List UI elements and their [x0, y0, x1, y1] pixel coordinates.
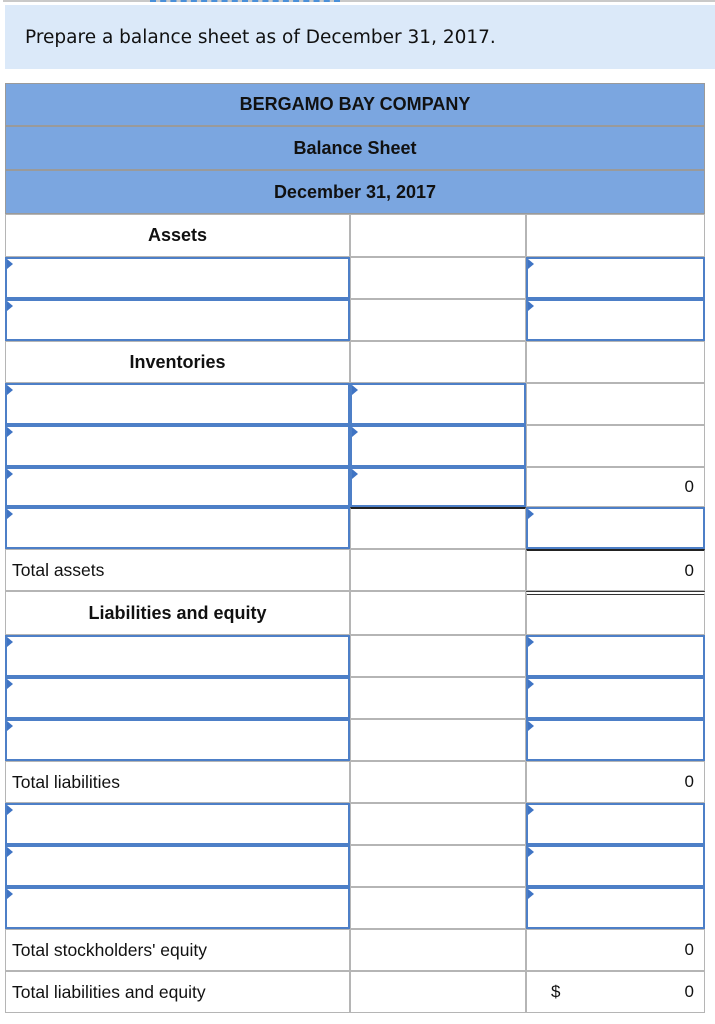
equity-row-1 [5, 803, 705, 845]
inventories-heading: Inventories [5, 341, 350, 383]
empty-cell [526, 425, 705, 467]
assets-heading: Assets [5, 214, 350, 257]
total-liabilities-equity-label: Total liabilities and equity [5, 971, 350, 1013]
statement-date: December 31, 2017 [5, 170, 705, 214]
asset-amount-input-1[interactable] [526, 257, 705, 299]
equity-label-input-2[interactable] [5, 845, 350, 887]
equity-amount-input-2[interactable] [526, 845, 705, 887]
empty-cell [350, 341, 526, 383]
asset-row-3 [5, 507, 705, 549]
inventory-amount-input-2[interactable] [350, 425, 526, 467]
inventory-label-input-1[interactable] [5, 383, 350, 425]
top-divider [3, 0, 715, 2]
inventory-label-input-2[interactable] [5, 425, 350, 467]
inventory-label-input-3[interactable] [5, 467, 350, 507]
liability-row-2 [5, 677, 705, 719]
inventory-row-1 [5, 383, 705, 425]
empty-cell [350, 761, 526, 803]
equity-amount-input-1[interactable] [526, 803, 705, 845]
inventory-row-3 [5, 467, 705, 507]
liability-label-input-3[interactable] [5, 719, 350, 761]
equity-row-3 [5, 887, 705, 929]
liability-amount-input-3[interactable] [526, 719, 705, 761]
empty-cell [350, 929, 526, 971]
empty-cell [350, 549, 526, 591]
asset-row-1 [5, 257, 705, 299]
asset-amount-input-3[interactable] [526, 507, 705, 549]
empty-cell [350, 719, 526, 761]
asset-label-input-1[interactable] [5, 257, 350, 299]
empty-cell [526, 341, 705, 383]
empty-cell [350, 677, 526, 719]
asset-label-input-3[interactable] [5, 507, 350, 549]
assets-heading-row [5, 214, 705, 257]
equity-label-input-3[interactable] [5, 887, 350, 929]
total-liabilities-value: 0 [526, 761, 705, 803]
empty-cell [526, 214, 705, 257]
empty-cell [350, 299, 526, 341]
currency-symbol: $ [551, 982, 561, 1001]
total-liabilities-equity-value: 0 [684, 982, 694, 1001]
empty-cell [350, 887, 526, 929]
total-liabilities-equity-row [5, 971, 705, 1013]
inventory-amount-input-1[interactable] [350, 383, 526, 425]
equity-amount-input-3[interactable] [526, 887, 705, 929]
liability-row-3 [5, 719, 705, 761]
liability-row-1 [5, 635, 705, 677]
instruction-banner [5, 5, 715, 69]
empty-cell [350, 257, 526, 299]
balance-sheet [5, 83, 705, 1015]
asset-row-2 [5, 299, 705, 341]
instruction-text: Prepare a balance sheet as of December 31, 2017. [25, 27, 496, 48]
empty-cell [350, 591, 526, 635]
total-liabilities-row [5, 761, 705, 803]
equity-row-2 [5, 845, 705, 887]
empty-cell [350, 507, 526, 549]
liabilities-equity-heading: Liabilities and equity [5, 591, 350, 635]
total-liabilities-equity-value-cell [526, 971, 705, 1013]
empty-cell [350, 971, 526, 1013]
inventory-amount-input-3[interactable] [350, 467, 526, 507]
inventory-row-2 [5, 425, 705, 467]
total-equity-value: 0 [526, 929, 705, 971]
liability-amount-input-1[interactable] [526, 635, 705, 677]
total-assets-value: 0 [526, 549, 705, 591]
empty-cell [350, 845, 526, 887]
total-liabilities-label: Total liabilities [5, 761, 350, 803]
statement-title: Balance Sheet [5, 126, 705, 170]
total-assets-label: Total assets [5, 549, 350, 591]
liability-label-input-2[interactable] [5, 677, 350, 719]
asset-label-input-2[interactable] [5, 299, 350, 341]
equity-label-input-1[interactable] [5, 803, 350, 845]
empty-cell [350, 635, 526, 677]
empty-cell [526, 591, 705, 635]
focus-outline [150, 0, 340, 2]
total-assets-row [5, 549, 705, 591]
empty-cell [350, 214, 526, 257]
empty-cell [526, 383, 705, 425]
liability-label-input-1[interactable] [5, 635, 350, 677]
total-equity-label: Total stockholders' equity [5, 929, 350, 971]
empty-cell [350, 803, 526, 845]
asset-amount-input-2[interactable] [526, 299, 705, 341]
liability-amount-input-2[interactable] [526, 677, 705, 719]
liabilities-heading-row [5, 591, 705, 635]
inventories-total-value: 0 [526, 467, 705, 507]
company-name: BERGAMO BAY COMPANY [5, 83, 705, 126]
total-equity-row [5, 929, 705, 971]
inventories-heading-row [5, 341, 705, 383]
